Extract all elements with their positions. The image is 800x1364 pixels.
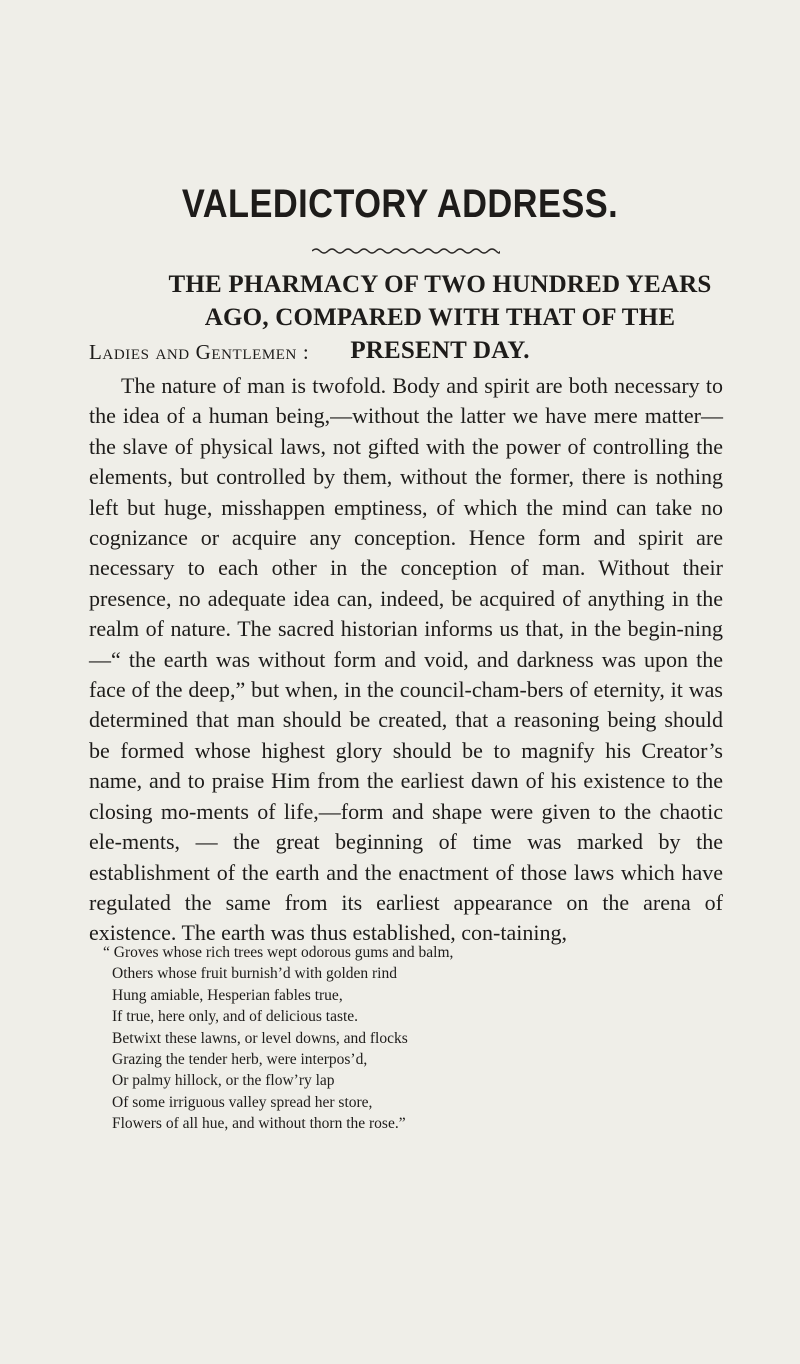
verse-line: “ Groves whose rich trees wept odorous gums and balm, [103, 944, 454, 961]
verse-line: Hung amiable, Hesperian fables true, [112, 986, 343, 1004]
verse-line: Others whose fruit burnish’d with golden rind [112, 965, 397, 983]
wavy-rule-ornament [312, 246, 500, 256]
verse-line: Flowers of all hue, and without thorn the rose.” [112, 1115, 406, 1133]
verse-line: If true, here only, and of delicious taste. [112, 1008, 359, 1026]
body-paragraph: The nature of man is twofold. Body and spirit are both necessary to the idea of a human being,—without the latter we have mere matter—the slave of physical laws, not gifted with the power of controlling the elements, but controlled by them, without the former, there is nothing left but huge, misshappen emptiness, of which the mind can take no cognizance or acquire any conception. Hence form and spirit are necessary to each other in the conception of man. Without their presence, no adequate idea can, indeed, be acquired of anything in the realm of nature. The sacred historian informs us that, in the begin-ning—“ the earth was without form and void, and darkness was upon the face of the deep,” but when, in the council-cham-bers of eternity, it was determined that man should be created, that a reasoning being should be formed whose highest glory should be to magnify his Creator’s name, and to praise Him from the earliest dawn of his existence to the closing mo-ments of life,—form and shape were given to the chaotic ele-ments, — the great beginning of time was marked by the establishment of the earth and the enactment of those laws which have regulated the same from its earliest appearance on the arena of existence. The earth was thus established, con-taining, [89, 373, 723, 946]
verse-line: Grazing the tender herb, were interpos’d, [112, 1051, 368, 1069]
page-title: VALEDICTORY ADDRESS. [181, 182, 619, 226]
verse-line: Betwixt these lawns, or level downs, and flocks [112, 1029, 408, 1047]
verse-quotation [103, 942, 703, 1135]
salutation-text: Ladies and Gentlemen : [89, 340, 310, 364]
verse-line: Or palmy hillock, or the flow’ry lap [112, 1072, 335, 1090]
address-subtitle: THE PHARMACY OF TWO HUNDRED YEARS AGO, COMPARED WITH THAT OF THE PRESENT DAY. [168, 271, 712, 364]
salutation [89, 337, 309, 367]
verse-line: Of some irriguous valley spread her store, [112, 1093, 373, 1111]
